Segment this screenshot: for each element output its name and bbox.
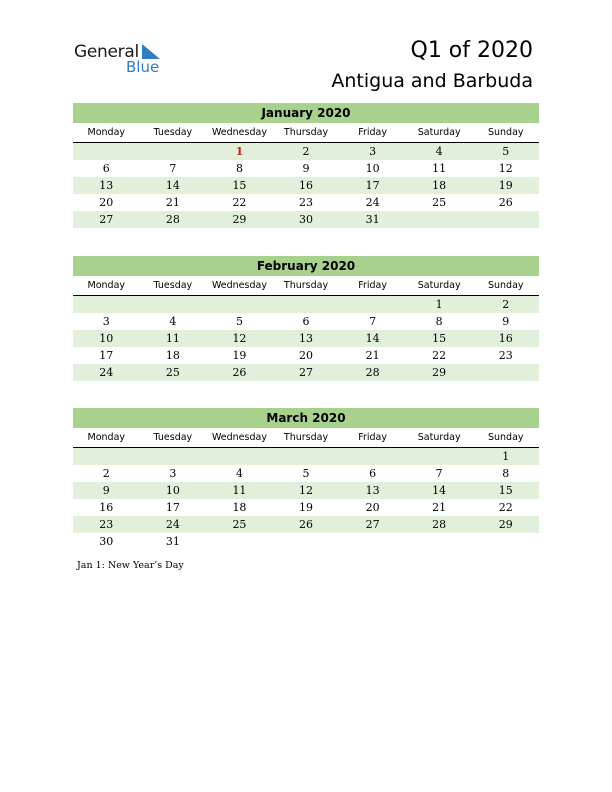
holiday-note: Jan 1: New Year’s Day	[77, 560, 184, 571]
day-cell: 11	[232, 484, 247, 497]
day-cell: 13	[99, 179, 114, 192]
day-cell: 17	[165, 501, 180, 514]
day-cell: 21	[365, 349, 380, 362]
day-cell: 8	[435, 315, 443, 328]
weekday-label: Sunday	[487, 127, 524, 138]
day-cell: 14	[432, 484, 447, 497]
day-cell	[472, 533, 539, 550]
day-cell	[73, 296, 140, 313]
day-cell: 3	[169, 467, 177, 480]
weekday-label: Friday	[358, 127, 387, 138]
holiday-notes	[77, 560, 184, 571]
day-cell: 18	[165, 349, 180, 362]
week-row	[73, 211, 539, 228]
day-cell: 28	[365, 366, 380, 379]
day-cell: 27	[299, 366, 314, 379]
day-cell: 8	[502, 467, 510, 480]
day-cell: 5	[502, 145, 510, 158]
day-cell	[73, 143, 140, 160]
day-cell: 18	[232, 501, 247, 514]
generalblue-logo	[74, 42, 174, 78]
day-cell: 24	[99, 366, 114, 379]
day-cell: 9	[302, 162, 310, 175]
day-cell	[273, 533, 340, 550]
day-cell	[406, 448, 473, 465]
week-row	[73, 160, 539, 177]
week-row	[73, 516, 539, 533]
day-cell	[273, 448, 340, 465]
day-cell: 1	[502, 450, 510, 463]
day-cell: 19	[299, 501, 314, 514]
day-cell: 6	[369, 467, 377, 480]
day-cell	[140, 143, 207, 160]
day-cell: 2	[502, 298, 510, 311]
day-cell: 8	[235, 162, 243, 175]
week-row	[73, 313, 539, 330]
weekday-label: Monday	[87, 432, 126, 443]
day-cell: 23	[99, 518, 114, 531]
day-cell: 13	[299, 332, 314, 345]
day-cell	[140, 296, 207, 313]
weekday-label: Monday	[87, 127, 126, 138]
week-row	[73, 143, 539, 160]
month-calendar	[73, 408, 539, 550]
weekday-label: Tuesday	[153, 280, 193, 291]
day-cell: 22	[498, 501, 513, 514]
day-cell: 9	[502, 315, 510, 328]
day-cell: 11	[432, 162, 447, 175]
day-cell: 5	[302, 467, 310, 480]
week-row	[73, 499, 539, 516]
day-cell: 29	[432, 366, 447, 379]
day-cell: 6	[102, 162, 110, 175]
weekday-label: Tuesday	[153, 127, 193, 138]
weekday-label: Monday	[87, 280, 126, 291]
day-cell: 2	[102, 467, 110, 480]
day-cell: 14	[365, 332, 380, 345]
logo-blue-text: Blue	[126, 58, 160, 76]
weekday-label: Saturday	[417, 127, 461, 138]
day-cell	[339, 533, 406, 550]
day-cell	[206, 296, 273, 313]
day-cell: 28	[165, 213, 180, 226]
day-cell: 28	[432, 518, 447, 531]
day-cell: 13	[365, 484, 380, 497]
day-cell: 20	[99, 196, 114, 209]
day-cell: 27	[99, 213, 114, 226]
day-cell	[339, 448, 406, 465]
day-cell: 3	[369, 145, 377, 158]
week-row	[73, 533, 539, 550]
day-cell: 15	[432, 332, 447, 345]
day-cell: 22	[232, 196, 247, 209]
day-cell	[472, 211, 539, 228]
day-cell: 27	[365, 518, 380, 531]
day-cell: 14	[165, 179, 180, 192]
month-header: February 2020	[73, 256, 539, 276]
weekday-label: Wednesday	[211, 127, 267, 138]
day-cell: 24	[165, 518, 180, 531]
day-cell: 20	[299, 349, 314, 362]
day-cell	[339, 296, 406, 313]
month-calendar	[73, 256, 539, 381]
day-cell: 9	[102, 484, 110, 497]
day-cell: 25	[432, 196, 447, 209]
day-cell	[206, 533, 273, 550]
day-cell: 21	[165, 196, 180, 209]
week-row	[73, 177, 539, 194]
day-cell: 5	[235, 315, 243, 328]
day-cell	[472, 364, 539, 381]
week-row	[73, 296, 539, 313]
month-header: January 2020	[73, 103, 539, 123]
day-cell: 12	[232, 332, 247, 345]
day-cell: 29	[498, 518, 513, 531]
day-cell: 12	[299, 484, 314, 497]
month-calendar	[73, 103, 539, 228]
day-cell: 30	[99, 535, 114, 548]
day-cell	[406, 533, 473, 550]
week-row	[73, 448, 539, 465]
month-header: March 2020	[73, 408, 539, 428]
week-row	[73, 194, 539, 211]
day-cell: 10	[365, 162, 380, 175]
day-cell: 24	[365, 196, 380, 209]
day-cell: 21	[432, 501, 447, 514]
day-cell: 31	[165, 535, 180, 548]
day-cell: 11	[165, 332, 180, 345]
day-cell: 19	[498, 179, 513, 192]
day-cell: 7	[169, 162, 177, 175]
day-cell: 23	[498, 349, 513, 362]
day-cell: 1	[235, 145, 244, 158]
logo-general-text: General	[74, 42, 139, 62]
day-cell: 19	[232, 349, 247, 362]
week-row	[73, 465, 539, 482]
day-cell: 16	[99, 501, 114, 514]
day-cell: 31	[365, 213, 380, 226]
day-cell: 26	[498, 196, 513, 209]
day-cell	[273, 296, 340, 313]
day-cell: 15	[232, 179, 247, 192]
day-cell: 20	[365, 501, 380, 514]
day-cell	[206, 448, 273, 465]
week-row	[73, 347, 539, 364]
weekday-row	[73, 277, 539, 296]
day-cell: 2	[302, 145, 310, 158]
weekday-label: Saturday	[417, 280, 461, 291]
day-cell: 6	[302, 315, 310, 328]
day-cell: 1	[435, 298, 443, 311]
weekday-row	[73, 124, 539, 143]
day-cell: 10	[99, 332, 114, 345]
weekday-label: Wednesday	[211, 280, 267, 291]
week-row	[73, 330, 539, 347]
day-cell: 12	[498, 162, 513, 175]
day-cell	[140, 448, 207, 465]
page-title: Q1 of 2020	[410, 38, 533, 63]
day-cell: 22	[432, 349, 447, 362]
weekday-row	[73, 429, 539, 448]
day-cell: 16	[498, 332, 513, 345]
day-cell: 23	[299, 196, 314, 209]
day-cell: 29	[232, 213, 247, 226]
day-cell: 4	[169, 315, 177, 328]
day-cell: 7	[369, 315, 377, 328]
weekday-label: Friday	[358, 432, 387, 443]
weekday-label: Wednesday	[211, 432, 267, 443]
weekday-label: Thursday	[283, 280, 329, 291]
day-cell: 25	[165, 366, 180, 379]
weekday-label: Thursday	[283, 127, 329, 138]
weekday-label: Sunday	[487, 432, 524, 443]
country-subtitle: Antigua and Barbuda	[331, 70, 533, 92]
day-cell	[73, 448, 140, 465]
weekday-label: Sunday	[487, 280, 524, 291]
day-cell: 30	[299, 213, 314, 226]
weekday-label: Thursday	[283, 432, 329, 443]
day-cell: 17	[99, 349, 114, 362]
day-cell: 4	[235, 467, 243, 480]
day-cell: 4	[435, 145, 443, 158]
day-cell: 26	[232, 366, 247, 379]
day-cell: 17	[365, 179, 380, 192]
day-cell	[406, 211, 473, 228]
day-cell: 3	[102, 315, 110, 328]
weekday-label: Saturday	[417, 432, 461, 443]
weekday-label: Tuesday	[153, 432, 193, 443]
day-cell: 25	[232, 518, 247, 531]
logo-triangle-icon	[142, 44, 160, 59]
day-cell: 26	[299, 518, 314, 531]
day-cell: 15	[498, 484, 513, 497]
day-cell: 18	[432, 179, 447, 192]
week-row	[73, 482, 539, 499]
weekday-label: Friday	[358, 280, 387, 291]
day-cell: 16	[299, 179, 314, 192]
week-row	[73, 364, 539, 381]
day-cell: 10	[165, 484, 180, 497]
day-cell: 7	[435, 467, 443, 480]
